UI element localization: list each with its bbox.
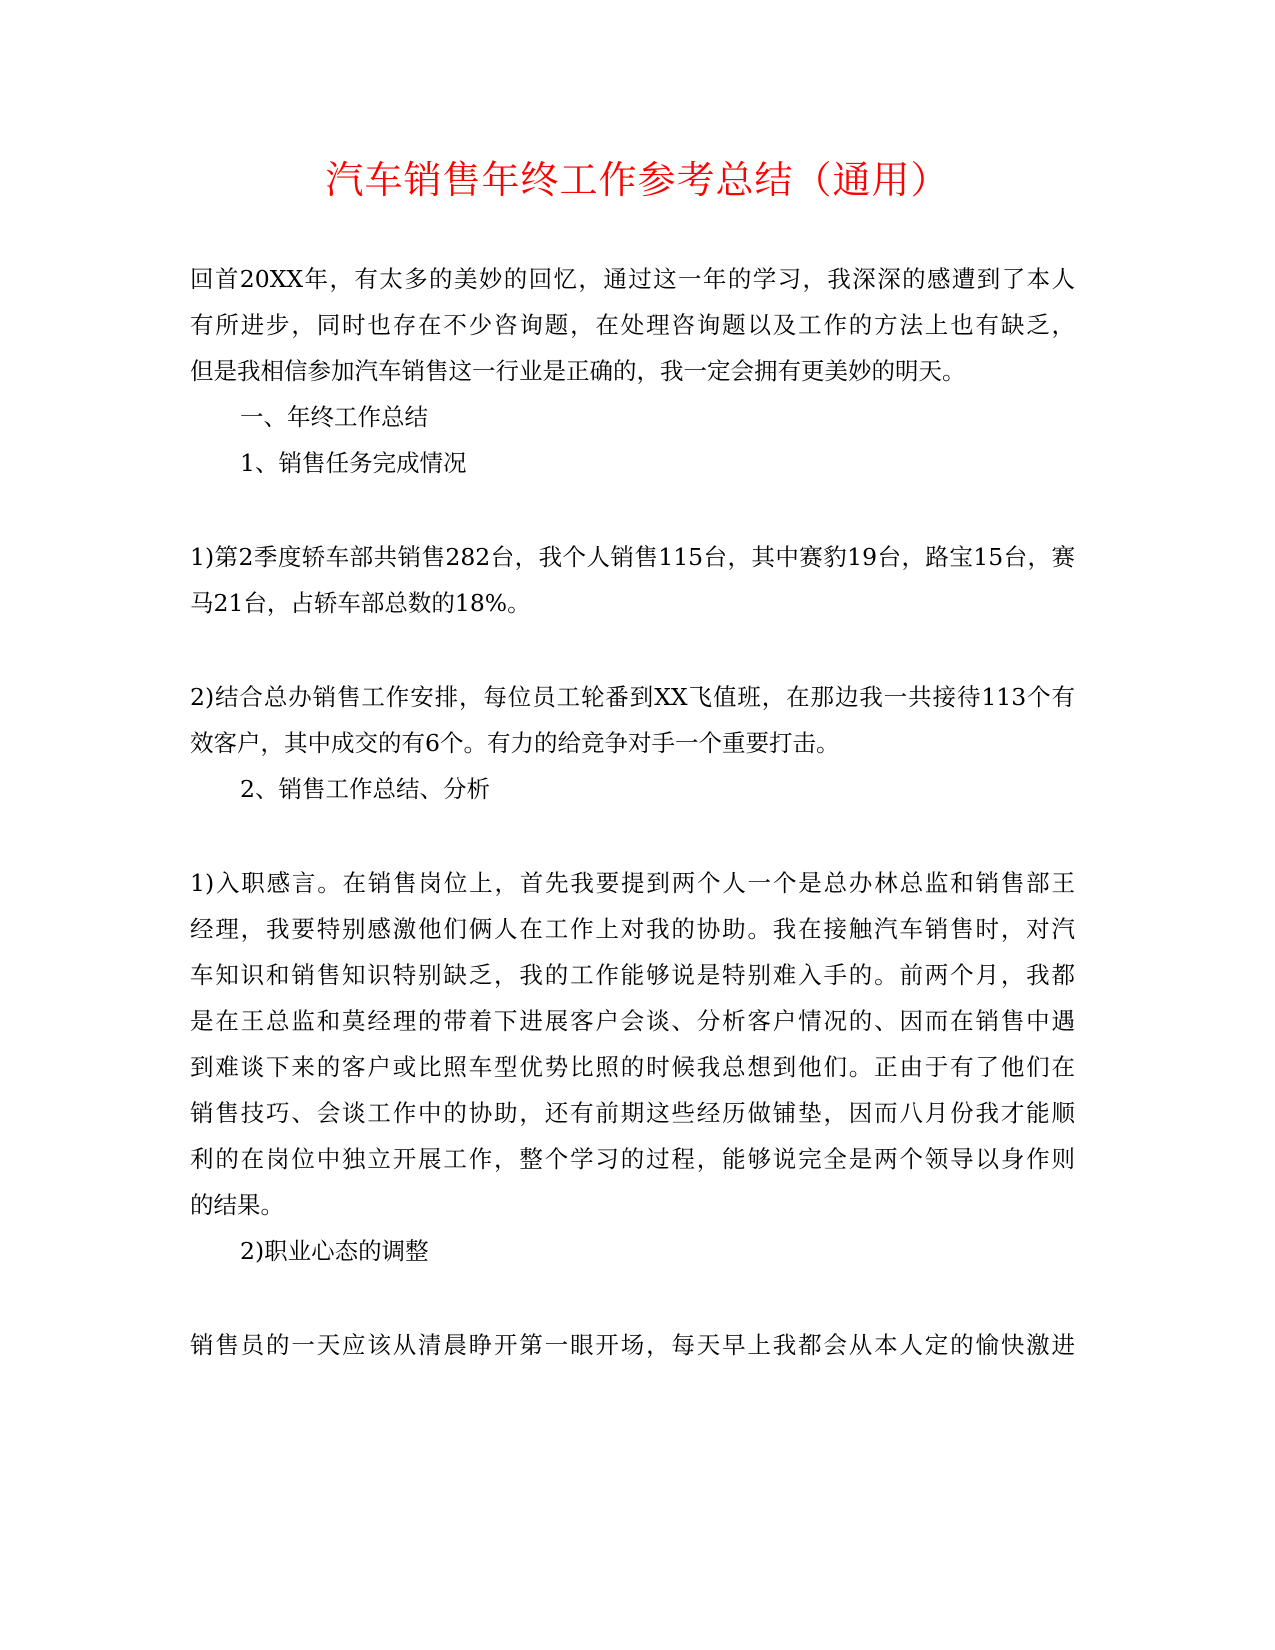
paragraph-line: 经理，我要特别感激他们俩人在工作上对我的协助。我在接触汽车销售时，对汽 xyxy=(190,915,1075,943)
document-title: 汽车销售年终工作参考总结（通用） xyxy=(325,158,950,202)
paragraph-line: 是在王总监和莫经理的带着下进展客户会谈、分析客户情况的、因而在销售中遇 xyxy=(190,1007,1075,1035)
paragraph-line: 回首20XX年，有太多的美妙的回忆，通过这一年的学习，我深深的感遭到了本人 xyxy=(190,265,1075,293)
paragraph-line: 车知识和销售知识特别缺乏，我的工作能够说是特别难入手的。前两个月，我都 xyxy=(190,961,1075,989)
paragraph-line: 1)第2季度轿车部共销售282台，我个人销售115台，其中赛豹19台，路宝15台，赛 xyxy=(190,543,1075,571)
paragraph-line: 效客户，其中成交的有6个。有力的给竞争对手一个重要打击。 xyxy=(190,729,840,757)
paragraph-line: 利的在岗位中独立开展工作，整个学习的过程，能够说完全是两个领导以身作则 xyxy=(190,1145,1075,1173)
paragraph-line: 到难谈下来的客户或比照车型优势比照的时候我总想到他们。正由于有了他们在 xyxy=(190,1053,1075,1081)
paragraph-line: 2)结合总办销售工作安排，每位员工轮番到XX飞值班，在那边我一共接待113个有 xyxy=(190,683,1075,711)
subsection-heading: 1、销售任务完成情况 xyxy=(240,449,467,477)
subsection-heading: 2、销售工作总结、分析 xyxy=(240,775,490,803)
paragraph-line: 马21台，占轿车部总数的18%。 xyxy=(190,589,531,617)
paragraph-line: 但是我相信参加汽车销售这一行业是正确的，我一定会拥有更美妙的明天。 xyxy=(190,357,966,385)
paragraph-line: 1)入职感言。在销售岗位上，首先我要提到两个人一个是总办林总监和销售部王 xyxy=(190,869,1075,897)
paragraph-line: 有所进步，同时也存在不少咨询题，在处理咨询题以及工作的方法上也有缺乏， xyxy=(190,311,1075,339)
subsection-heading: 2)职业心态的调整 xyxy=(240,1237,429,1265)
section-heading: 一、年终工作总结 xyxy=(240,403,428,431)
paragraph-line: 销售员的一天应该从清晨睁开第一眼开场，每天早上我都会从本人定的愉快激进 xyxy=(190,1331,1075,1359)
paragraph-line: 的结果。 xyxy=(190,1191,284,1219)
paragraph-line: 销售技巧、会谈工作中的协助，还有前期这些经历做铺垫，因而八月份我才能顺 xyxy=(190,1099,1075,1127)
